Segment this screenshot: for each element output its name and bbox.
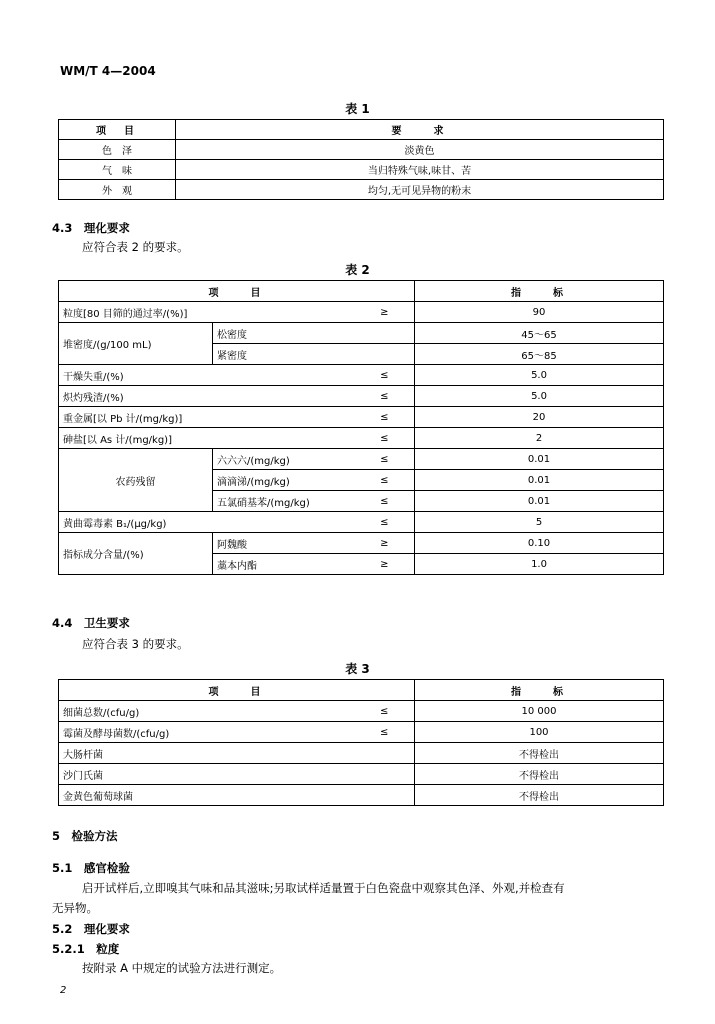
- section-5-1-text-1: 启开试样后,立即嗅其气味和品其滋味;另取试样适量置于白色瓷盘中观察其色泽、外观,并检查有: [82, 881, 565, 895]
- table3-value: 10 000: [415, 701, 664, 722]
- section-5-2-1-heading: 5.2.1 粒度: [52, 942, 120, 956]
- table2-value: 90: [415, 302, 664, 323]
- table2-item: 农药残留: [59, 449, 213, 512]
- table2-subitem: 紧密度: [213, 344, 415, 365]
- table1-caption: 表 1: [345, 102, 370, 116]
- table2-value: 65～85: [415, 344, 664, 365]
- table3-header-value: 指 标: [415, 680, 664, 701]
- table-row: [59, 120, 664, 140]
- table3-item: 霉菌及酵母菌数/(cfu/g): [59, 722, 355, 743]
- table-row: [59, 722, 664, 743]
- table2-value: 5: [415, 512, 664, 533]
- table2-op: ≤: [355, 365, 415, 386]
- table2-value: 0.10: [415, 533, 664, 554]
- table3: [58, 679, 664, 806]
- table2-op: ≤: [355, 428, 415, 449]
- table2-op: ≤: [355, 491, 415, 512]
- table2-value: 5.0: [415, 386, 664, 407]
- table2-item: 砷盐[以 As 计/(mg/kg)]: [59, 428, 355, 449]
- table1-header-req: 要 求: [176, 120, 664, 140]
- table-row: [59, 743, 664, 764]
- table3-item: 细菌总数/(cfu/g): [59, 701, 355, 722]
- table3-value: 不得检出: [415, 743, 664, 764]
- table2-value: 2: [415, 428, 664, 449]
- table-row: [59, 180, 664, 200]
- section-5-heading: 5 检验方法: [52, 829, 118, 843]
- table3-value: 不得检出: [415, 785, 664, 806]
- section-4-3-text: 应符合表 2 的要求。: [82, 240, 189, 254]
- table2-caption: 表 2: [345, 263, 370, 277]
- table-row: [59, 160, 664, 180]
- table-row: [59, 701, 664, 722]
- table2-op: ≤: [355, 407, 415, 428]
- table3-op: ≤: [355, 722, 415, 743]
- table2-item: 干燥失重/(%): [59, 365, 355, 386]
- table3-op: [355, 764, 415, 785]
- table2-subitem: 藁本内酯: [213, 554, 355, 575]
- table-row: [59, 407, 664, 428]
- table2-value: 45～65: [415, 323, 664, 344]
- table2-item: 堆密度/(g/100 mL): [59, 323, 213, 365]
- table2-value: 20: [415, 407, 664, 428]
- table2-subitem: 五氯硝基苯/(mg/kg): [213, 491, 355, 512]
- table2-value: 0.01: [415, 470, 664, 491]
- table-row: [59, 512, 664, 533]
- table1-cell: 均匀,无可见异物的粉末: [176, 180, 664, 200]
- table-row: [59, 323, 664, 344]
- table-row: [59, 365, 664, 386]
- table-row: [59, 449, 664, 470]
- page-number: 2: [60, 985, 67, 996]
- table2-item: 黄曲霉毒素 B₁/(μg/kg): [59, 512, 355, 533]
- table3-value: 不得检出: [415, 764, 664, 785]
- table3-value: 100: [415, 722, 664, 743]
- table-row: [59, 302, 664, 323]
- table2-op: ≤: [355, 470, 415, 491]
- table2-op: ≥: [355, 533, 415, 554]
- table2-value: 5.0: [415, 365, 664, 386]
- table2-op: ≤: [355, 386, 415, 407]
- table3-caption: 表 3: [345, 662, 370, 676]
- table3-op: [355, 743, 415, 764]
- table2-op: ≤: [355, 512, 415, 533]
- table-row: [59, 140, 664, 160]
- table2-item: 重金属[以 Pb 计/(mg/kg)]: [59, 407, 355, 428]
- section-5-2-heading: 5.2 理化要求: [52, 922, 130, 936]
- table-row: [59, 764, 664, 785]
- table2-item: 粒度[80 目筛的通过率/(%)]: [59, 302, 355, 323]
- table2-op: ≥: [355, 302, 415, 323]
- table2-subitem: 滴滴涕/(mg/kg): [213, 470, 355, 491]
- section-5-1-heading: 5.1 感官检验: [52, 861, 130, 875]
- table2-value: 0.01: [415, 449, 664, 470]
- table-row: [59, 785, 664, 806]
- section-5-2-1-text: 按附录 A 中规定的试验方法进行测定。: [82, 961, 282, 975]
- table-row: [59, 386, 664, 407]
- table1-cell: 色 泽: [59, 140, 176, 160]
- table2-header-value: 指 标: [415, 281, 664, 302]
- table3-item: 沙门氏菌: [59, 764, 355, 785]
- table2: [58, 280, 664, 575]
- section-4-4-text: 应符合表 3 的要求。: [82, 637, 189, 651]
- table1-header-item: 项 目: [59, 120, 176, 140]
- table1-cell: 气 味: [59, 160, 176, 180]
- table2-subitem: 松密度: [213, 323, 415, 344]
- table-row: [59, 533, 664, 554]
- table2-subitem: 阿魏酸: [213, 533, 355, 554]
- table1: [58, 119, 664, 200]
- table1-cell: 外 观: [59, 180, 176, 200]
- table3-header-item: 项 目: [59, 680, 415, 701]
- table3-op: [355, 785, 415, 806]
- section-4-3-heading: 4.3 理化要求: [52, 221, 130, 235]
- section-5-1-text-2: 无异物。: [52, 901, 98, 915]
- table2-item: 指标成分含量/(%): [59, 533, 213, 575]
- table-row: [59, 428, 664, 449]
- table2-header-item: 项 目: [59, 281, 415, 302]
- table2-subitem: 六六六/(mg/kg): [213, 449, 355, 470]
- table1-cell: 淡黄色: [176, 140, 664, 160]
- section-4-4-heading: 4.4 卫生要求: [52, 616, 130, 630]
- table2-value: 1.0: [415, 554, 664, 575]
- table-row: [59, 281, 664, 302]
- table3-op: ≤: [355, 701, 415, 722]
- standard-number: WM/T 4—2004: [60, 64, 156, 78]
- table2-value: 0.01: [415, 491, 664, 512]
- table3-item: 金黄色葡萄球菌: [59, 785, 355, 806]
- table2-item: 炽灼残渣/(%): [59, 386, 355, 407]
- table-row: [59, 680, 664, 701]
- table2-op: ≤: [355, 449, 415, 470]
- table2-op: ≥: [355, 554, 415, 575]
- table3-item: 大肠杆菌: [59, 743, 355, 764]
- table1-cell: 当归特殊气味,味甘、苦: [176, 160, 664, 180]
